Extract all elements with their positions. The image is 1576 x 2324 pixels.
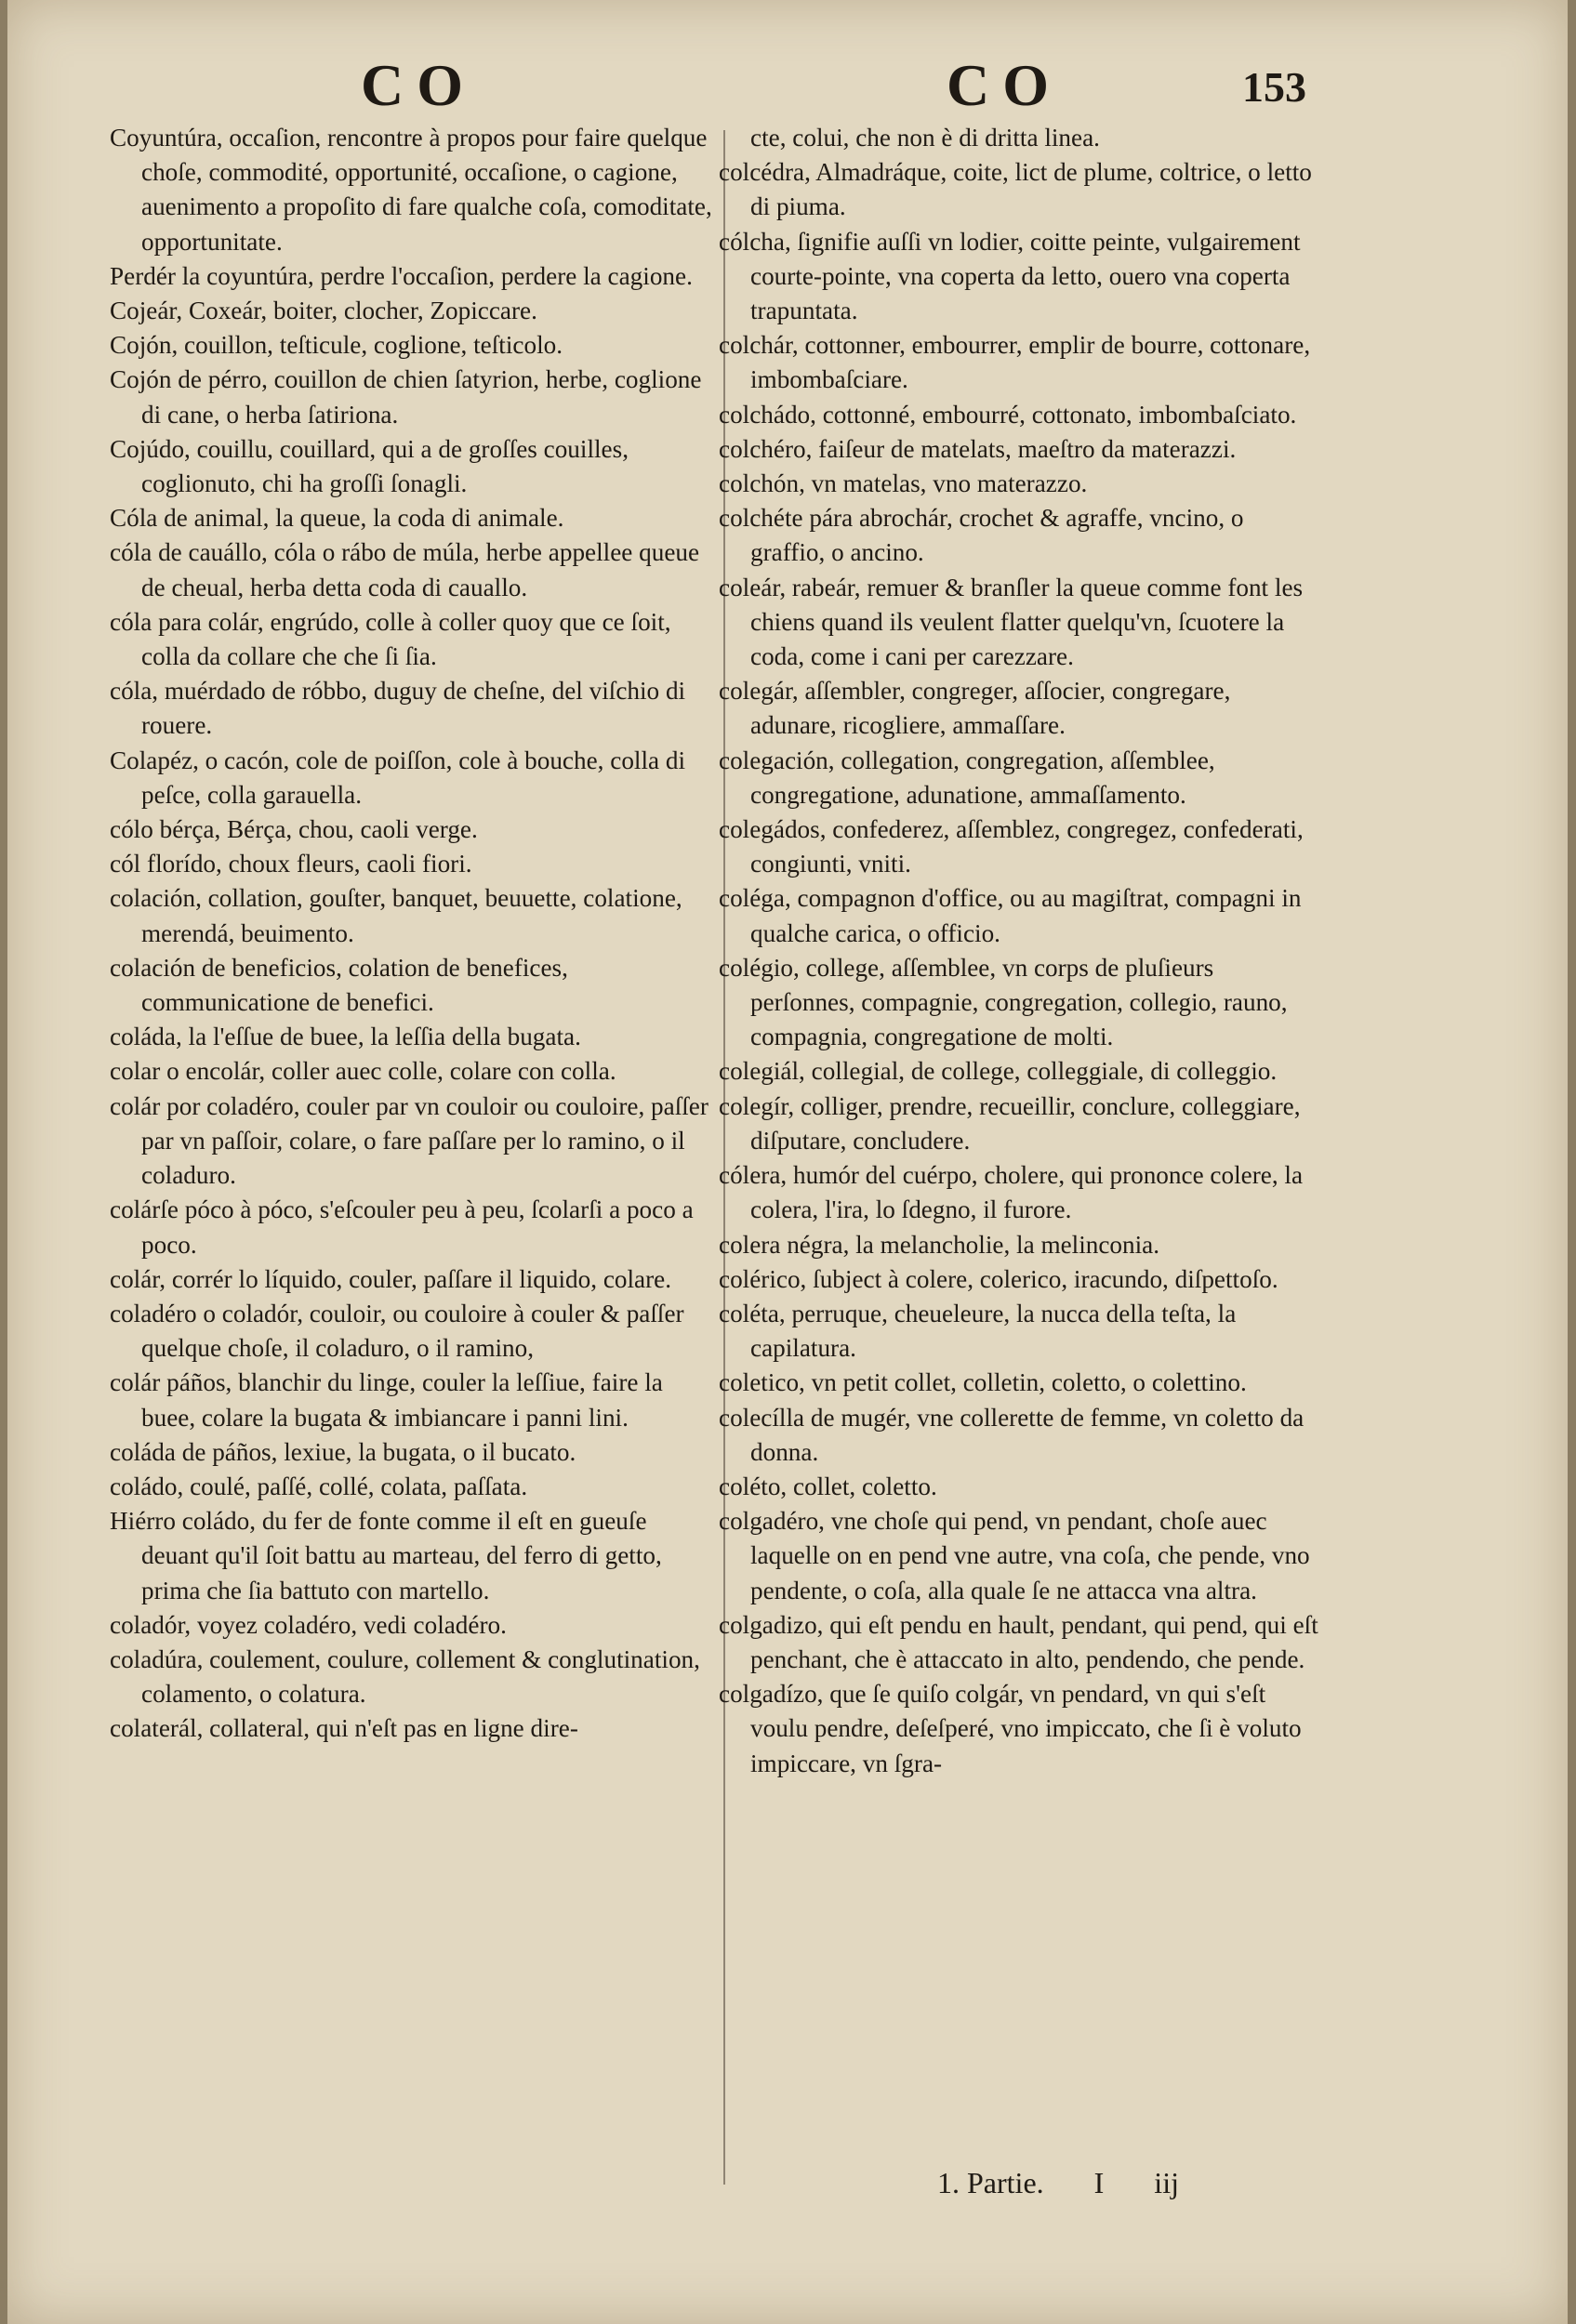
entry: colchádo, cottonné, embourré, cottonato, imbombaſciato. (719, 400, 1297, 429)
entry: coladór, voyez coladéro, vedi coladéro. (110, 1610, 507, 1639)
entry: coleár, rabeár, remuer & branſler la queue comme font les chiens quand ils veulent flatter quelqu'vn, ſcuotere la coda, come i cani per carezzare. (719, 573, 1304, 671)
left-column (110, 121, 716, 1747)
entry: cólera, humór del cuérpo, cholere, qui prononce colere, la colera, l'ira, lo ſdegno, il furore. (719, 1161, 1304, 1224)
entry: colérico, ſubject à colere, colerico, iracundo, diſpettoſo. (719, 1264, 1278, 1293)
entry: colár por coladéro, couler par vn couloir ou couloire, paſſer par vn paſſoir, colare, o fare paſſare per lo ramino, o il coladuro. (110, 1091, 709, 1190)
page-footer (937, 2166, 1222, 2200)
entry: colación, collation, gouſter, banquet, beuuette, colatione, merendá, beuimento. (110, 884, 682, 947)
right-running-head: CO (947, 52, 1062, 118)
page-number: 153 (1242, 63, 1306, 111)
folio-mark: iij (1154, 2166, 1179, 2199)
entry: colación de beneficios, colation de benefices, communicatione de benefici. (110, 953, 568, 1017)
entry: cólcha, ſignifie auſſi vn lodier, coitte peinte, vulgairement courte-pointe, vna coperta da letto, ouero vna coperta trapuntata. (719, 227, 1301, 325)
entry: Cojón de pérro, couillon de chien ſatyrion, herbe, coglione di cane, o herba ſatiriona. (110, 365, 702, 429)
entry: Hiérro coládo, du fer de fonte comme il eſt en gueuſe deuant qu'il ſoit battu au marteau, del ferro di getto, prima che ſia battuto con martello. (110, 1507, 662, 1604)
entry: Perdér la coyuntúra, perdre l'occaſion, perdere la cagione. (110, 261, 693, 290)
entry: cóla para colár, engrúdo, colle à coller quoy que ce ſoit, colla da collare che che ſi ſia. (110, 607, 671, 671)
entry: coléta, perruque, cheueleure, la nucca della teſta, la capilatura. (719, 1299, 1237, 1363)
left-running-head: CO (361, 52, 476, 118)
entry: colaterál, collateral, qui n'eſt pas en ligne dire- (110, 1714, 578, 1743)
entry: coladéro o coladór, couloir, ou couloire à couler & paſſer quelque choſe, il coladuro, o il ramino, (110, 1299, 684, 1363)
entry: colar o encolár, coller auec colle, colare con colla. (110, 1057, 616, 1086)
entry-continuation: cte, colui, che non è di dritta linea. (750, 124, 1100, 152)
entry: colchár, cottonner, embourrer, emplir de bourre, cottonare, imbombaſciare. (719, 331, 1311, 394)
entry: cólo bérça, Bérça, chou, caoli verge. (110, 815, 478, 844)
entry: coléga, compagnon d'office, ou au magiſtrat, compagni in qualche carica, o officio. (719, 884, 1302, 947)
dictionary-page (7, 0, 1568, 2324)
entry: colchéte pára abrochár, crochet & agraffe, vncino, o graffio, o ancino. (719, 504, 1244, 567)
entry: colegación, collegation, congregation, aſſemblee, congregatione, adunatione, ammaſſamento. (719, 746, 1215, 809)
entry: colegár, aſſembler, congreger, aſſocier, congregare, adunare, ricogliere, ammaſſare. (719, 677, 1231, 740)
entry: coláda de páños, lexiue, la bugata, o il bucato. (110, 1437, 576, 1466)
entry: colcédra, Almadráque, coite, lict de plume, coltrice, o letto di piuma. (719, 158, 1312, 221)
entry: colegádos, confederez, aſſemblez, congregez, confederati, congiunti, vniti. (719, 815, 1304, 878)
entry: colgadéro, vne choſe qui pend, vn pendant, choſe auec laquelle on en pend vne autre, vna coſa, che pende, vno pendente, o coſa, alla quale ſe ne attacca vna altra. (719, 1507, 1310, 1604)
entry: Cóla de animal, la queue, la coda di animale. (110, 504, 564, 533)
entry: Cojón, couillon, teſticule, coglione, teſticolo. (110, 331, 563, 360)
entry: Cojúdo, couillu, couillard, qui a de groſſes couilles, coglionuto, chi ha groſſi ſonagli. (110, 434, 629, 498)
entry: colegiál, collegial, de college, colleggiale, di colleggio. (719, 1057, 1278, 1086)
entry: cóla, muérdado de róbbo, duguy de cheſne, del viſchio di rouere. (110, 677, 686, 740)
entry: colár páños, blanchir du linge, couler la leſſiue, faire la buee, colare la bugata & imbiancare i panni lini. (110, 1368, 663, 1432)
right-column (719, 121, 1323, 1781)
entry: cól florído, choux fleurs, caoli fiori. (110, 850, 472, 878)
entry: colegír, colliger, prendre, recueillir, conclure, colleggiare, diſputare, concludere. (719, 1091, 1301, 1155)
entry: Coyuntúra, occaſion, rencontre à propos pour faire quelque choſe, commodité, opportunité, occaſione, o cagione, auenimento a propoſito di fare qualche coſa, comoditate, opportunitate. (110, 124, 712, 256)
entry: colgadizo, qui eſt pendu en hault, pendant, qui pend, qui eſt penchant, che è attaccato in alto, pendendo, che pende. (719, 1610, 1318, 1673)
entry: colégio, college, aſſemblee, vn corps de pluſieurs perſonnes, compagnie, congregation, collegio, rauno, compagnia, congregatione de molti. (719, 953, 1288, 1051)
entry: colera négra, la melancholie, la melinconia. (719, 1230, 1160, 1259)
entry: colár, corrér lo líquido, couler, paſſare il liquido, colare. (110, 1264, 672, 1293)
entry: coléto, collet, coletto. (719, 1472, 937, 1500)
entry: coladúra, coulement, coulure, collement & conglutination, colamento, o colatura. (110, 1644, 700, 1709)
entry: coládo, coulé, paſſé, collé, colata, paſſata. (110, 1472, 528, 1500)
part-label: 1. Partie. (937, 2166, 1044, 2199)
entry: colchón, vn matelas, vno materazzo. (719, 469, 1088, 498)
page-header (7, 51, 1568, 125)
entry: colárſe póco à póco, s'eſcouler peu à peu, ſcolarſi a poco a poco. (110, 1195, 694, 1259)
entry: coletico, vn petit collet, colletin, coletto, o colettino. (719, 1368, 1247, 1397)
entry: colchéro, faiſeur de matelats, maeſtro da materazzi. (719, 434, 1237, 463)
signature-mark: I (1093, 2166, 1105, 2199)
entry: Cojeár, Coxeár, boiter, clocher, Zopiccare. (110, 297, 537, 325)
entry: coláda, la l'eſſue de buee, la leſſia della bugata. (110, 1023, 581, 1051)
entry: Colapéz, o cacón, cole de poiſſon, cole à bouche, colla di peſce, colla garauella. (110, 746, 686, 809)
entry: colecílla de mugér, vne collerette de femme, vn coletto da donna. (719, 1403, 1305, 1466)
entry: cóla de cauállo, cóla o rábo de múla, herbe appellee queue de cheual, herba detta coda di cauallo. (110, 538, 700, 601)
entry: colgadízo, que ſe quiſo colgár, vn pendard, vn qui s'eſt voulu pendre, deſeſperé, vno impiccato, che ſi è voluto impiccare, vn ſgra- (719, 1680, 1302, 1777)
